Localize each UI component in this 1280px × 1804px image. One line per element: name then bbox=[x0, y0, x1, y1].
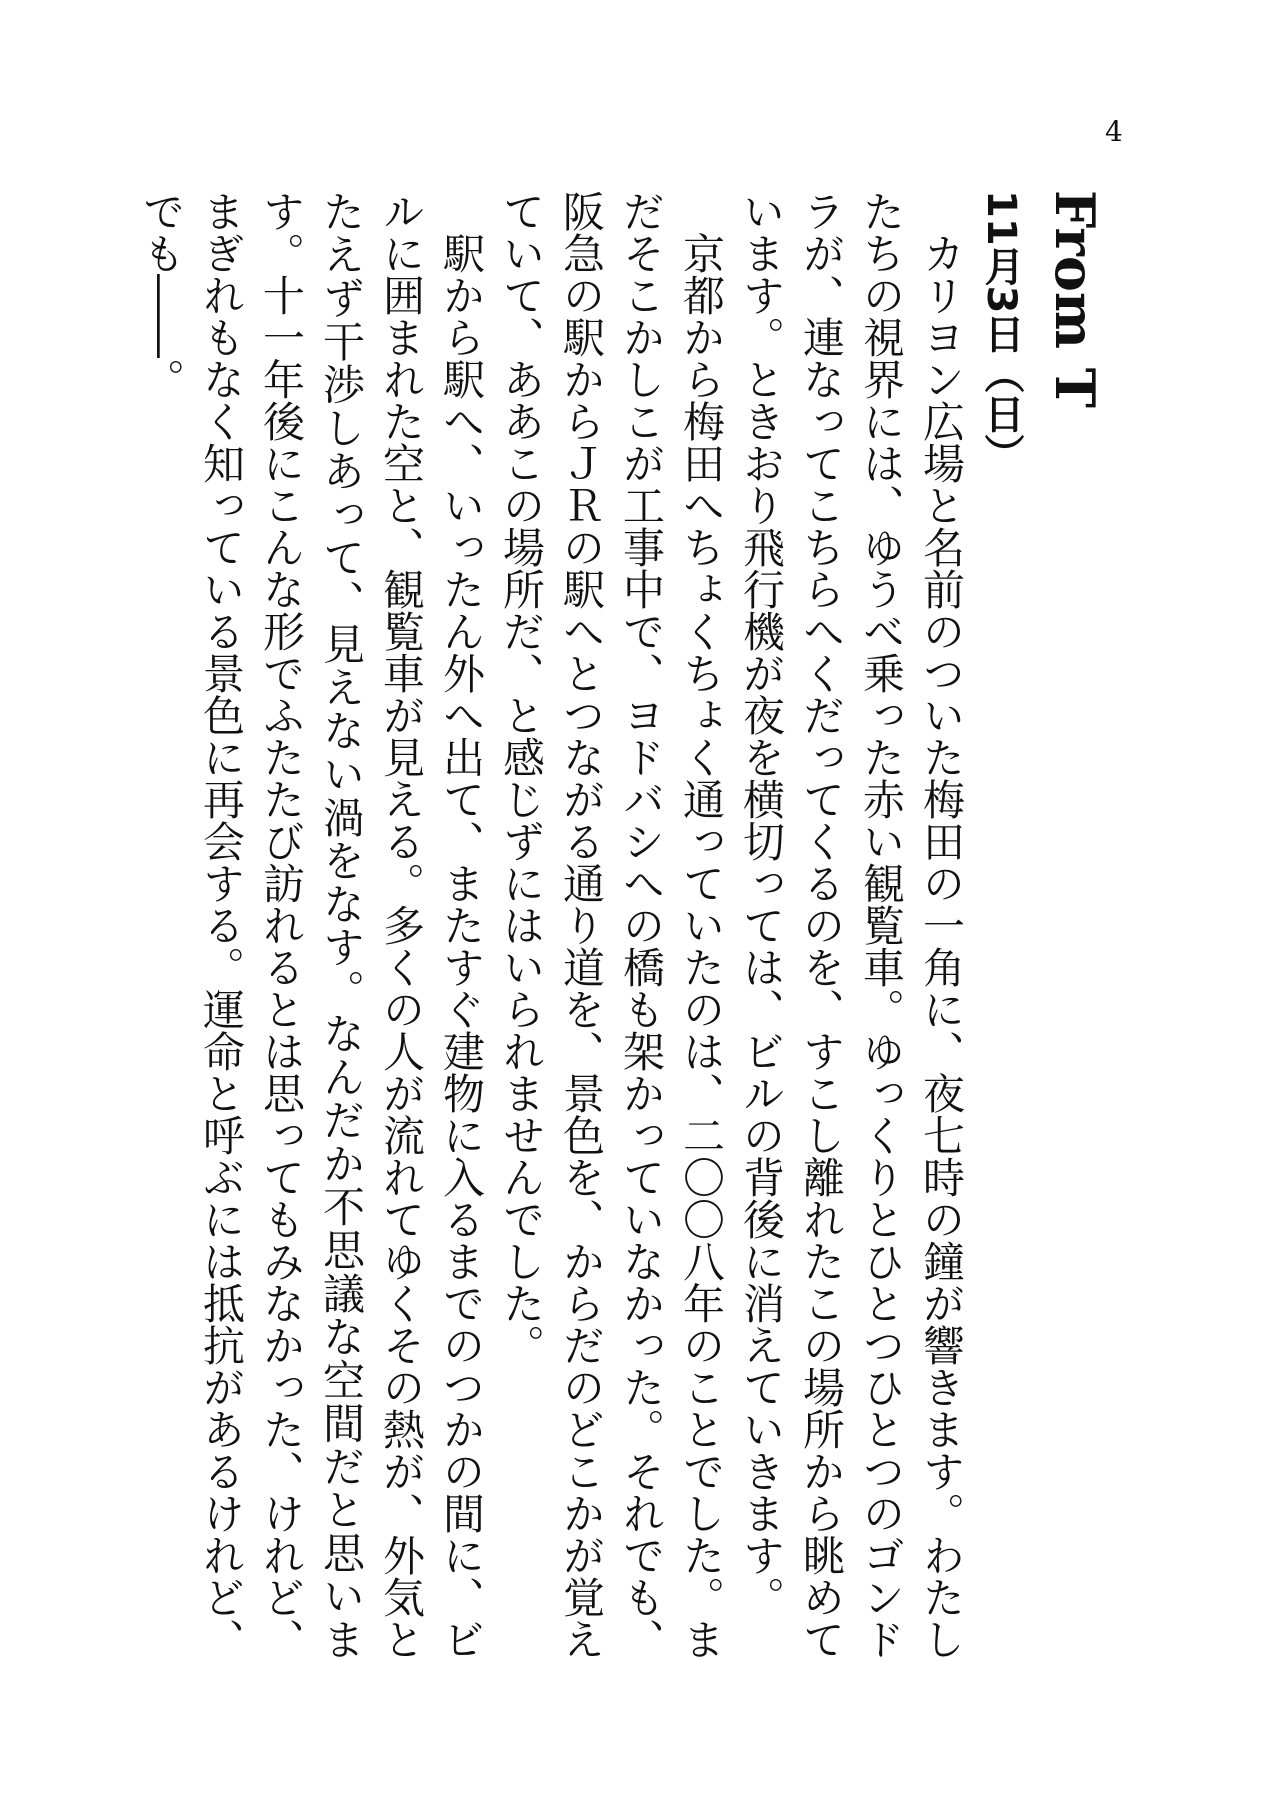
page-number: 4 bbox=[1105, 115, 1123, 148]
section-title: From T bbox=[1043, 190, 1107, 408]
paragraph-3: 駅から駅へ、いったん外へ出て、またすぐ建物に入るまでのつかの間に、ビルに囲まれた空と、観覧車が見える。多くの人が流れてゆくその熱が、外気とたえず干渉しあって、見えない渦をなす。なんだか不思議な空間だと思います。十一年後にこんな形でふたたび訪れるとは思ってもみなかった、けれど、まぎれもなく知っている景色に再会する。運命と呼ぶには抵抗があるけれど、でも――。 bbox=[137, 190, 486, 1660]
paragraph-1: カリヨン広場と名前のついた梅田の一角に、夜七時の鐘が響きます。わたしたちの視界には、ゆうべ乗った赤い観覧車。ゆっくりとひとつひとつのゴンドラが、連なってこちらへくだってくるのを、すこし離れたこの場所から眺めています。ときおり飛行機が夜を横切っては、ビルの背後に消えていきます。 bbox=[737, 190, 966, 1660]
vertical-text-body bbox=[131, 190, 1115, 1660]
paragraph-2: 京都から梅田へちょくちょく通っていたのは、二〇〇八年のことでした。まだそこかしこが工事中で、ヨドバシへの橋も架かっていなかった。それでも、阪急の駅からＪＲの駅へとつながる通り道を、景色を、からだのどこかが覚えていて、ああこの場所だ、と感じずにはいられませんでした。 bbox=[497, 190, 726, 1660]
date-heading: 11月3日（日） bbox=[978, 190, 1024, 474]
